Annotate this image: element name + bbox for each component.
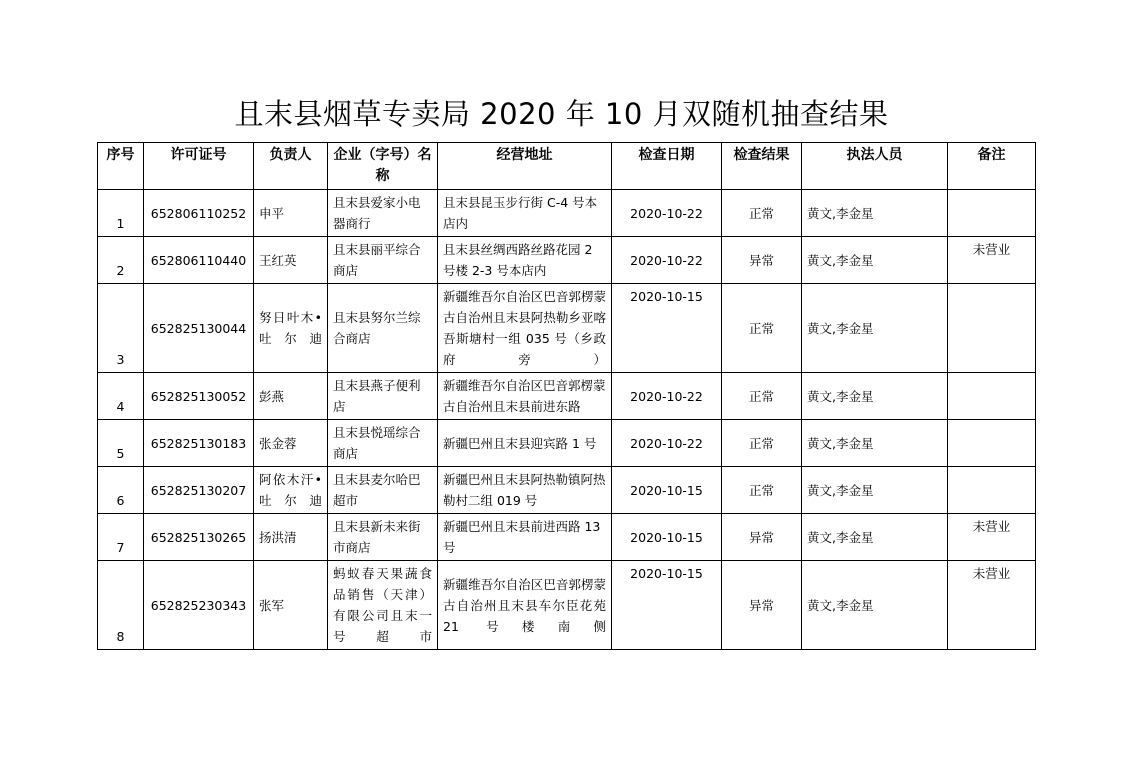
cell-index: 8 bbox=[98, 561, 144, 650]
cell-note: 未营业 bbox=[948, 561, 1036, 650]
cell-company: 且末县努尔兰综合商店 bbox=[328, 284, 438, 373]
cell-date: 2020-10-22 bbox=[612, 190, 722, 237]
cell-company: 且末县麦尔哈巴超市 bbox=[328, 467, 438, 514]
cell-index: 5 bbox=[98, 420, 144, 467]
page-title: 且末县烟草专卖局 2020 年 10 月双随机抽查结果 bbox=[234, 97, 889, 131]
inspection-results-table bbox=[97, 142, 1036, 650]
cell-note bbox=[948, 420, 1036, 467]
cell-note: 未营业 bbox=[948, 237, 1036, 284]
cell-person: 王红英 bbox=[254, 237, 328, 284]
table-row bbox=[98, 373, 1036, 420]
cell-index: 1 bbox=[98, 190, 144, 237]
cell-company: 且末县爱家小电器商行 bbox=[328, 190, 438, 237]
cell-index: 6 bbox=[98, 467, 144, 514]
cell-company: 且末县丽平综合商店 bbox=[328, 237, 438, 284]
table-header-row bbox=[98, 143, 1036, 190]
cell-result: 正常 bbox=[722, 420, 802, 467]
table-row bbox=[98, 561, 1036, 650]
col-header-note: 备注 bbox=[948, 143, 1036, 190]
cell-license: 652825130265 bbox=[144, 514, 254, 561]
cell-result: 正常 bbox=[722, 373, 802, 420]
cell-result: 正常 bbox=[722, 190, 802, 237]
cell-address: 新疆巴州且末县前进西路 13 号 bbox=[438, 514, 612, 561]
cell-date: 2020-10-15 bbox=[612, 561, 722, 650]
cell-license: 652825130044 bbox=[144, 284, 254, 373]
cell-result: 正常 bbox=[722, 284, 802, 373]
cell-note bbox=[948, 284, 1036, 373]
cell-note bbox=[948, 373, 1036, 420]
cell-officers: 黄文,李金星 bbox=[802, 373, 948, 420]
cell-company: 且末县悦瑶综合商店 bbox=[328, 420, 438, 467]
cell-date: 2020-10-15 bbox=[612, 284, 722, 373]
cell-address: 且末县昆玉步行街 C-4 号本店内 bbox=[438, 190, 612, 237]
cell-person: 努日叶木•吐尔迪 bbox=[254, 284, 328, 373]
cell-address: 新疆巴州且末县阿热勒镇阿热勒村二组 019 号 bbox=[438, 467, 612, 514]
cell-company: 蚂蚁春天果蔬食品销售（天津）有限公司且末一号超市 bbox=[328, 561, 438, 650]
table-row bbox=[98, 190, 1036, 237]
cell-date: 2020-10-22 bbox=[612, 237, 722, 284]
cell-license: 652806110440 bbox=[144, 237, 254, 284]
cell-officers: 黄文,李金星 bbox=[802, 284, 948, 373]
cell-date: 2020-10-22 bbox=[612, 373, 722, 420]
cell-person: 阿依木汗•吐尔迪 bbox=[254, 467, 328, 514]
table-row bbox=[98, 284, 1036, 373]
cell-result: 异常 bbox=[722, 561, 802, 650]
cell-date: 2020-10-15 bbox=[612, 514, 722, 561]
cell-result: 异常 bbox=[722, 237, 802, 284]
cell-person: 扬洪清 bbox=[254, 514, 328, 561]
col-header-license: 许可证号 bbox=[144, 143, 254, 190]
cell-company: 且末县燕子便利店 bbox=[328, 373, 438, 420]
col-header-address: 经营地址 bbox=[438, 143, 612, 190]
cell-person: 申平 bbox=[254, 190, 328, 237]
col-header-date: 检查日期 bbox=[612, 143, 722, 190]
cell-officers: 黄文,李金星 bbox=[802, 561, 948, 650]
cell-person: 张金蓉 bbox=[254, 420, 328, 467]
table-row bbox=[98, 420, 1036, 467]
col-header-index: 序号 bbox=[98, 143, 144, 190]
cell-note bbox=[948, 190, 1036, 237]
table-row bbox=[98, 237, 1036, 284]
cell-officers: 黄文,李金星 bbox=[802, 237, 948, 284]
cell-person: 彭燕 bbox=[254, 373, 328, 420]
cell-index: 2 bbox=[98, 237, 144, 284]
cell-license: 652825130207 bbox=[144, 467, 254, 514]
cell-address: 新疆巴州且末县迎宾路 1 号 bbox=[438, 420, 612, 467]
cell-address: 新疆维吾尔自治区巴音郭楞蒙古自治州且末县前进东路 bbox=[438, 373, 612, 420]
cell-index: 4 bbox=[98, 373, 144, 420]
col-header-result: 检查结果 bbox=[722, 143, 802, 190]
cell-address: 新疆维吾尔自治区巴音郭楞蒙古自治州且末县车尔臣花苑 21 号楼南侧 bbox=[438, 561, 612, 650]
cell-date: 2020-10-15 bbox=[612, 467, 722, 514]
cell-date: 2020-10-22 bbox=[612, 420, 722, 467]
cell-result: 正常 bbox=[722, 467, 802, 514]
table-row bbox=[98, 514, 1036, 561]
cell-license: 652825230343 bbox=[144, 561, 254, 650]
cell-officers: 黄文,李金星 bbox=[802, 420, 948, 467]
cell-license: 652825130052 bbox=[144, 373, 254, 420]
cell-officers: 黄文,李金星 bbox=[802, 467, 948, 514]
cell-address: 且末县丝绸西路丝路花园 2 号楼 2-3 号本店内 bbox=[438, 237, 612, 284]
cell-officers: 黄文,李金星 bbox=[802, 514, 948, 561]
cell-index: 3 bbox=[98, 284, 144, 373]
cell-address: 新疆维吾尔自治区巴音郭楞蒙古自治州且末县阿热勒乡亚喀吾斯塘村一组 035 号（乡政府旁） bbox=[438, 284, 612, 373]
col-header-officers: 执法人员 bbox=[802, 143, 948, 190]
table-row bbox=[98, 467, 1036, 514]
cell-result: 异常 bbox=[722, 514, 802, 561]
cell-person: 张军 bbox=[254, 561, 328, 650]
col-header-person: 负责人 bbox=[254, 143, 328, 190]
col-header-company: 企业（字号）名称 bbox=[328, 143, 438, 190]
cell-index: 7 bbox=[98, 514, 144, 561]
cell-officers: 黄文,李金星 bbox=[802, 190, 948, 237]
cell-license: 652825130183 bbox=[144, 420, 254, 467]
cell-note: 未营业 bbox=[948, 514, 1036, 561]
cell-company: 且末县新未来街市商店 bbox=[328, 514, 438, 561]
cell-note bbox=[948, 467, 1036, 514]
cell-license: 652806110252 bbox=[144, 190, 254, 237]
